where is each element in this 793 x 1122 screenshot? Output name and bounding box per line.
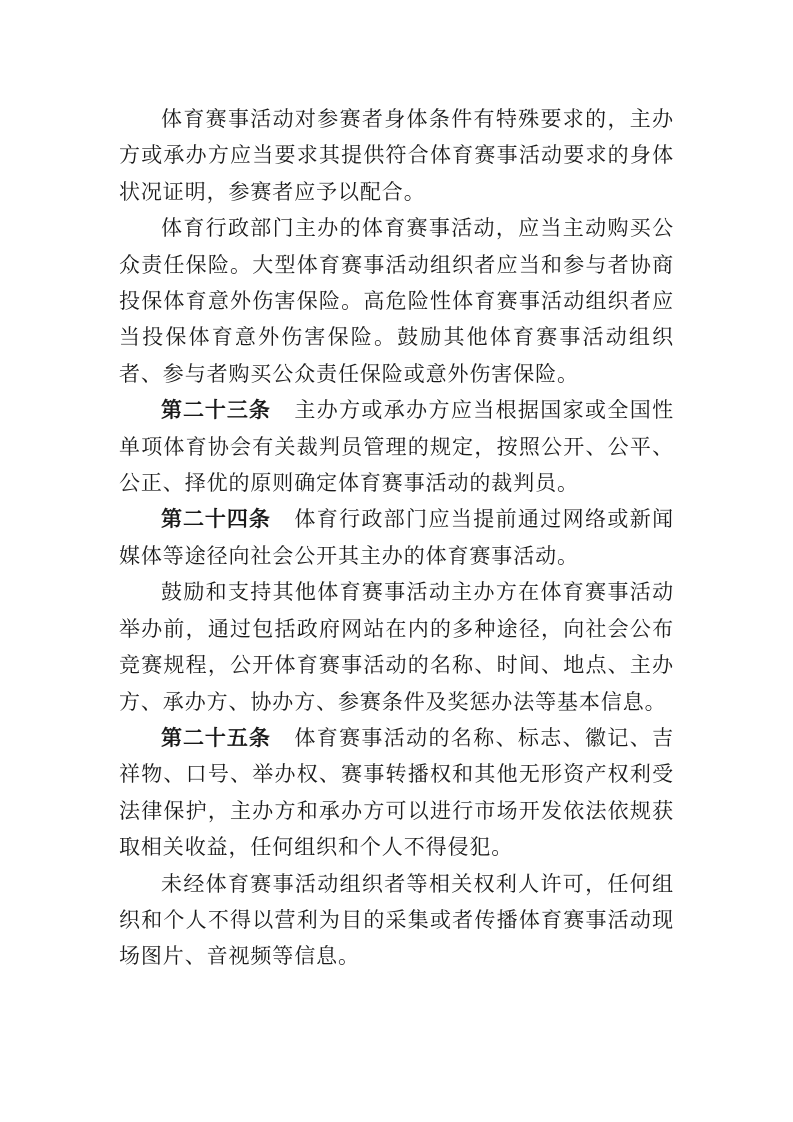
paragraph-text: 体育赛事活动对参赛者身体条件有特殊要求的，主办方或承办方应当要求其提供符合体育赛事活动要求的身体状况证明，参赛者应予以配合。: [119, 107, 674, 204]
paragraph-text: 鼓励和支持其他体育赛事活动主办方在体育赛事活动举办前，通过包括政府网站在内的多种途径，向社会公布竞赛规程，公开体育赛事活动的名称、时间、地点、主办方、承办方、协办方、参赛条件及奖惩办法等基本信息。: [119, 580, 674, 714]
paragraph-athlete-health: [119, 101, 674, 210]
paragraph-text: 体育行政部门主办的体育赛事活动，应当主动购买公众责任保险。大型体育赛事活动组织者应当和参与者协商投保体育意外伤害保险。高危险性体育赛事活动组织者应当投保体育意外伤害保险。鼓励其他体育赛事活动组织者、参与者购买公众责任保险或意外伤害保险。: [119, 216, 674, 386]
document-body: [119, 101, 674, 975]
paragraph-text: 体育行政部门应当提前通过网络或新闻媒体等途径向社会公开其主办的体育赛事活动。: [119, 507, 674, 568]
article-24: [119, 501, 674, 574]
paragraph-text: 体育赛事活动的名称、标志、徽记、吉祥物、口号、举办权、赛事转播权和其他无形资产权利受法律保护，主办方和承办方可以进行市场开发依法依规获取相关收益，任何组织和个人不得侵犯。: [119, 725, 674, 860]
paragraph-text: 未经体育赛事活动组织者等相关权利人许可，任何组织和个人不得以营利为目的采集或者传播体育赛事活动现场图片、音视频等信息。: [119, 871, 674, 969]
article-number: 第二十五条: [161, 725, 271, 750]
paragraph-text: 主办方或承办方应当根据国家或全国性单项体育协会有关裁判员管理的规定，按照公开、公平、公正、择优的原则确定体育赛事活动的裁判员。: [119, 398, 674, 496]
paragraph-public-info: [119, 574, 674, 720]
article-23: [119, 392, 674, 501]
paragraph-insurance: [119, 210, 674, 392]
article-25: [119, 720, 674, 866]
article-number: 第二十四条: [161, 507, 271, 532]
article-number: 第二十三条: [161, 398, 271, 423]
paragraph-media-rights: [119, 866, 674, 975]
